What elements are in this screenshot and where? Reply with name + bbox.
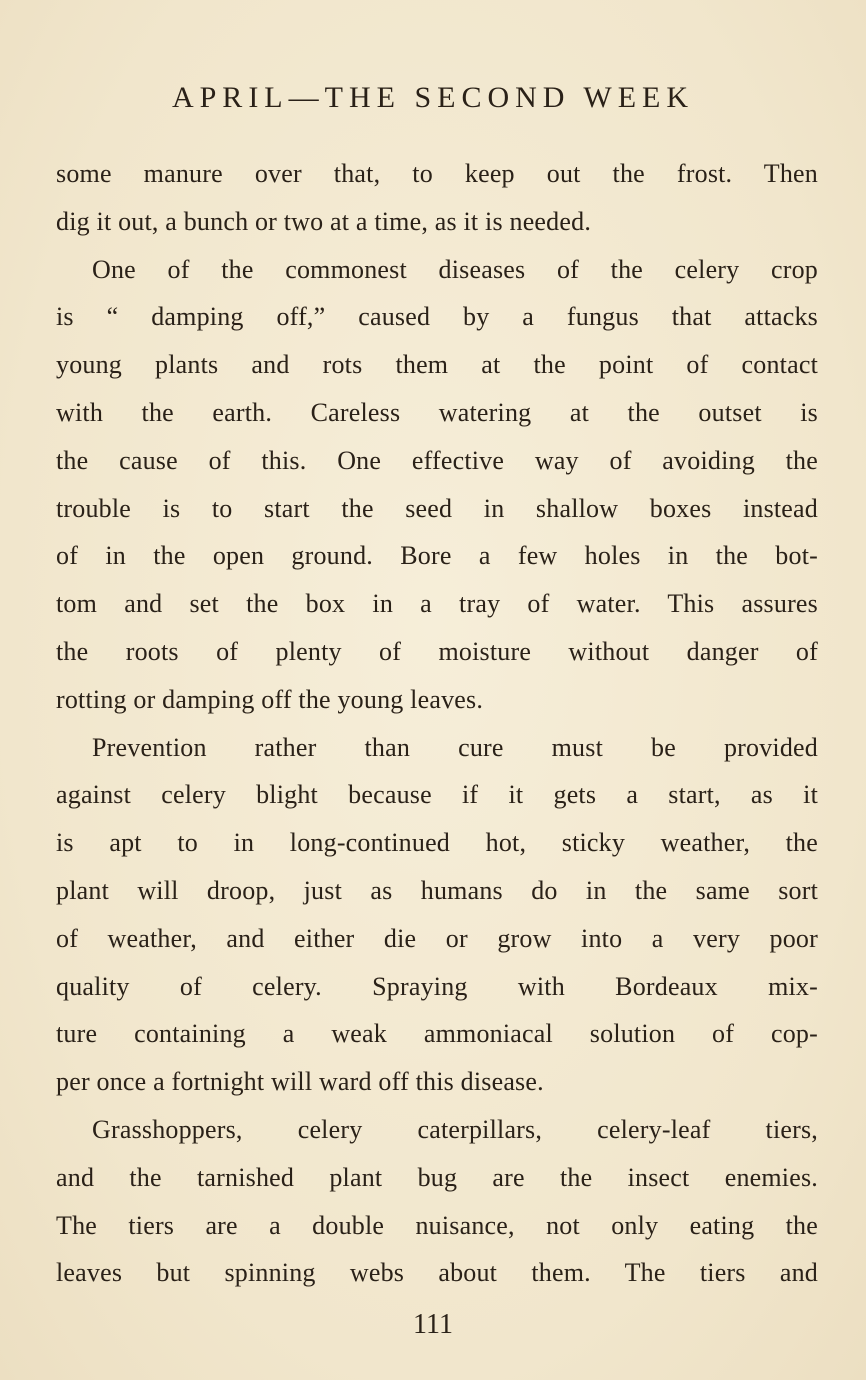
text-line: of weather, and either die or grow into a very poor (56, 923, 818, 953)
text-line: of in the open ground. Bore a few holes in the bot- (56, 541, 818, 571)
text-line: ture containing a weak ammoniacal solution of cop- (56, 1019, 818, 1049)
text-line: leaves but spinning webs about them. The tiers and (56, 1258, 818, 1288)
page-number: 111 (413, 1309, 453, 1340)
paragraph-start-line: One of the commonest diseases of the celery crop (92, 254, 818, 284)
text-line: is apt to in long-continued hot, sticky weather, the (56, 828, 818, 858)
text-line: some manure over that, to keep out the frost. Then (56, 159, 818, 188)
text-line: The tiers are a double nuisance, not only eating the (56, 1210, 818, 1240)
text-line: per once a fortnight will ward off this disease. (56, 1067, 544, 1097)
text-line: against celery blight because if it gets a start, as it (56, 780, 818, 810)
paragraph-start-line: Grasshoppers, celery caterpillars, celery-leaf tiers, (92, 1114, 818, 1144)
running-head: APRIL—THE SECOND WEEK (171, 81, 695, 114)
text-line: is “ damping off,” caused by a fungus that attacks (56, 302, 818, 332)
text-line: dig it out, a bunch or two at a time, as it is needed. (56, 206, 592, 236)
text-line: trouble is to start the seed in shallow boxes instead (56, 493, 818, 523)
text-line: with the earth. Careless watering at the outset is (56, 397, 818, 427)
text-line: tom and set the box in a tray of water. This assures (56, 589, 818, 619)
body-text (56, 150, 818, 1297)
paragraph-start-line: Prevention rather than cure must be provided (92, 732, 818, 762)
text-line: and the tarnished plant bug are the insect enemies. (56, 1162, 818, 1192)
text-line: the roots of plenty of moisture without danger of (56, 636, 818, 666)
text-line: the cause of this. One effective way of avoiding the (56, 445, 818, 475)
text-line: young plants and rots them at the point of contact (56, 350, 818, 380)
text-line: rotting or damping off the young leaves. (56, 684, 484, 714)
text-line: plant will droop, just as humans do in the same sort (56, 875, 818, 905)
text-line: quality of celery. Spraying with Bordeaux mix- (56, 971, 818, 1001)
